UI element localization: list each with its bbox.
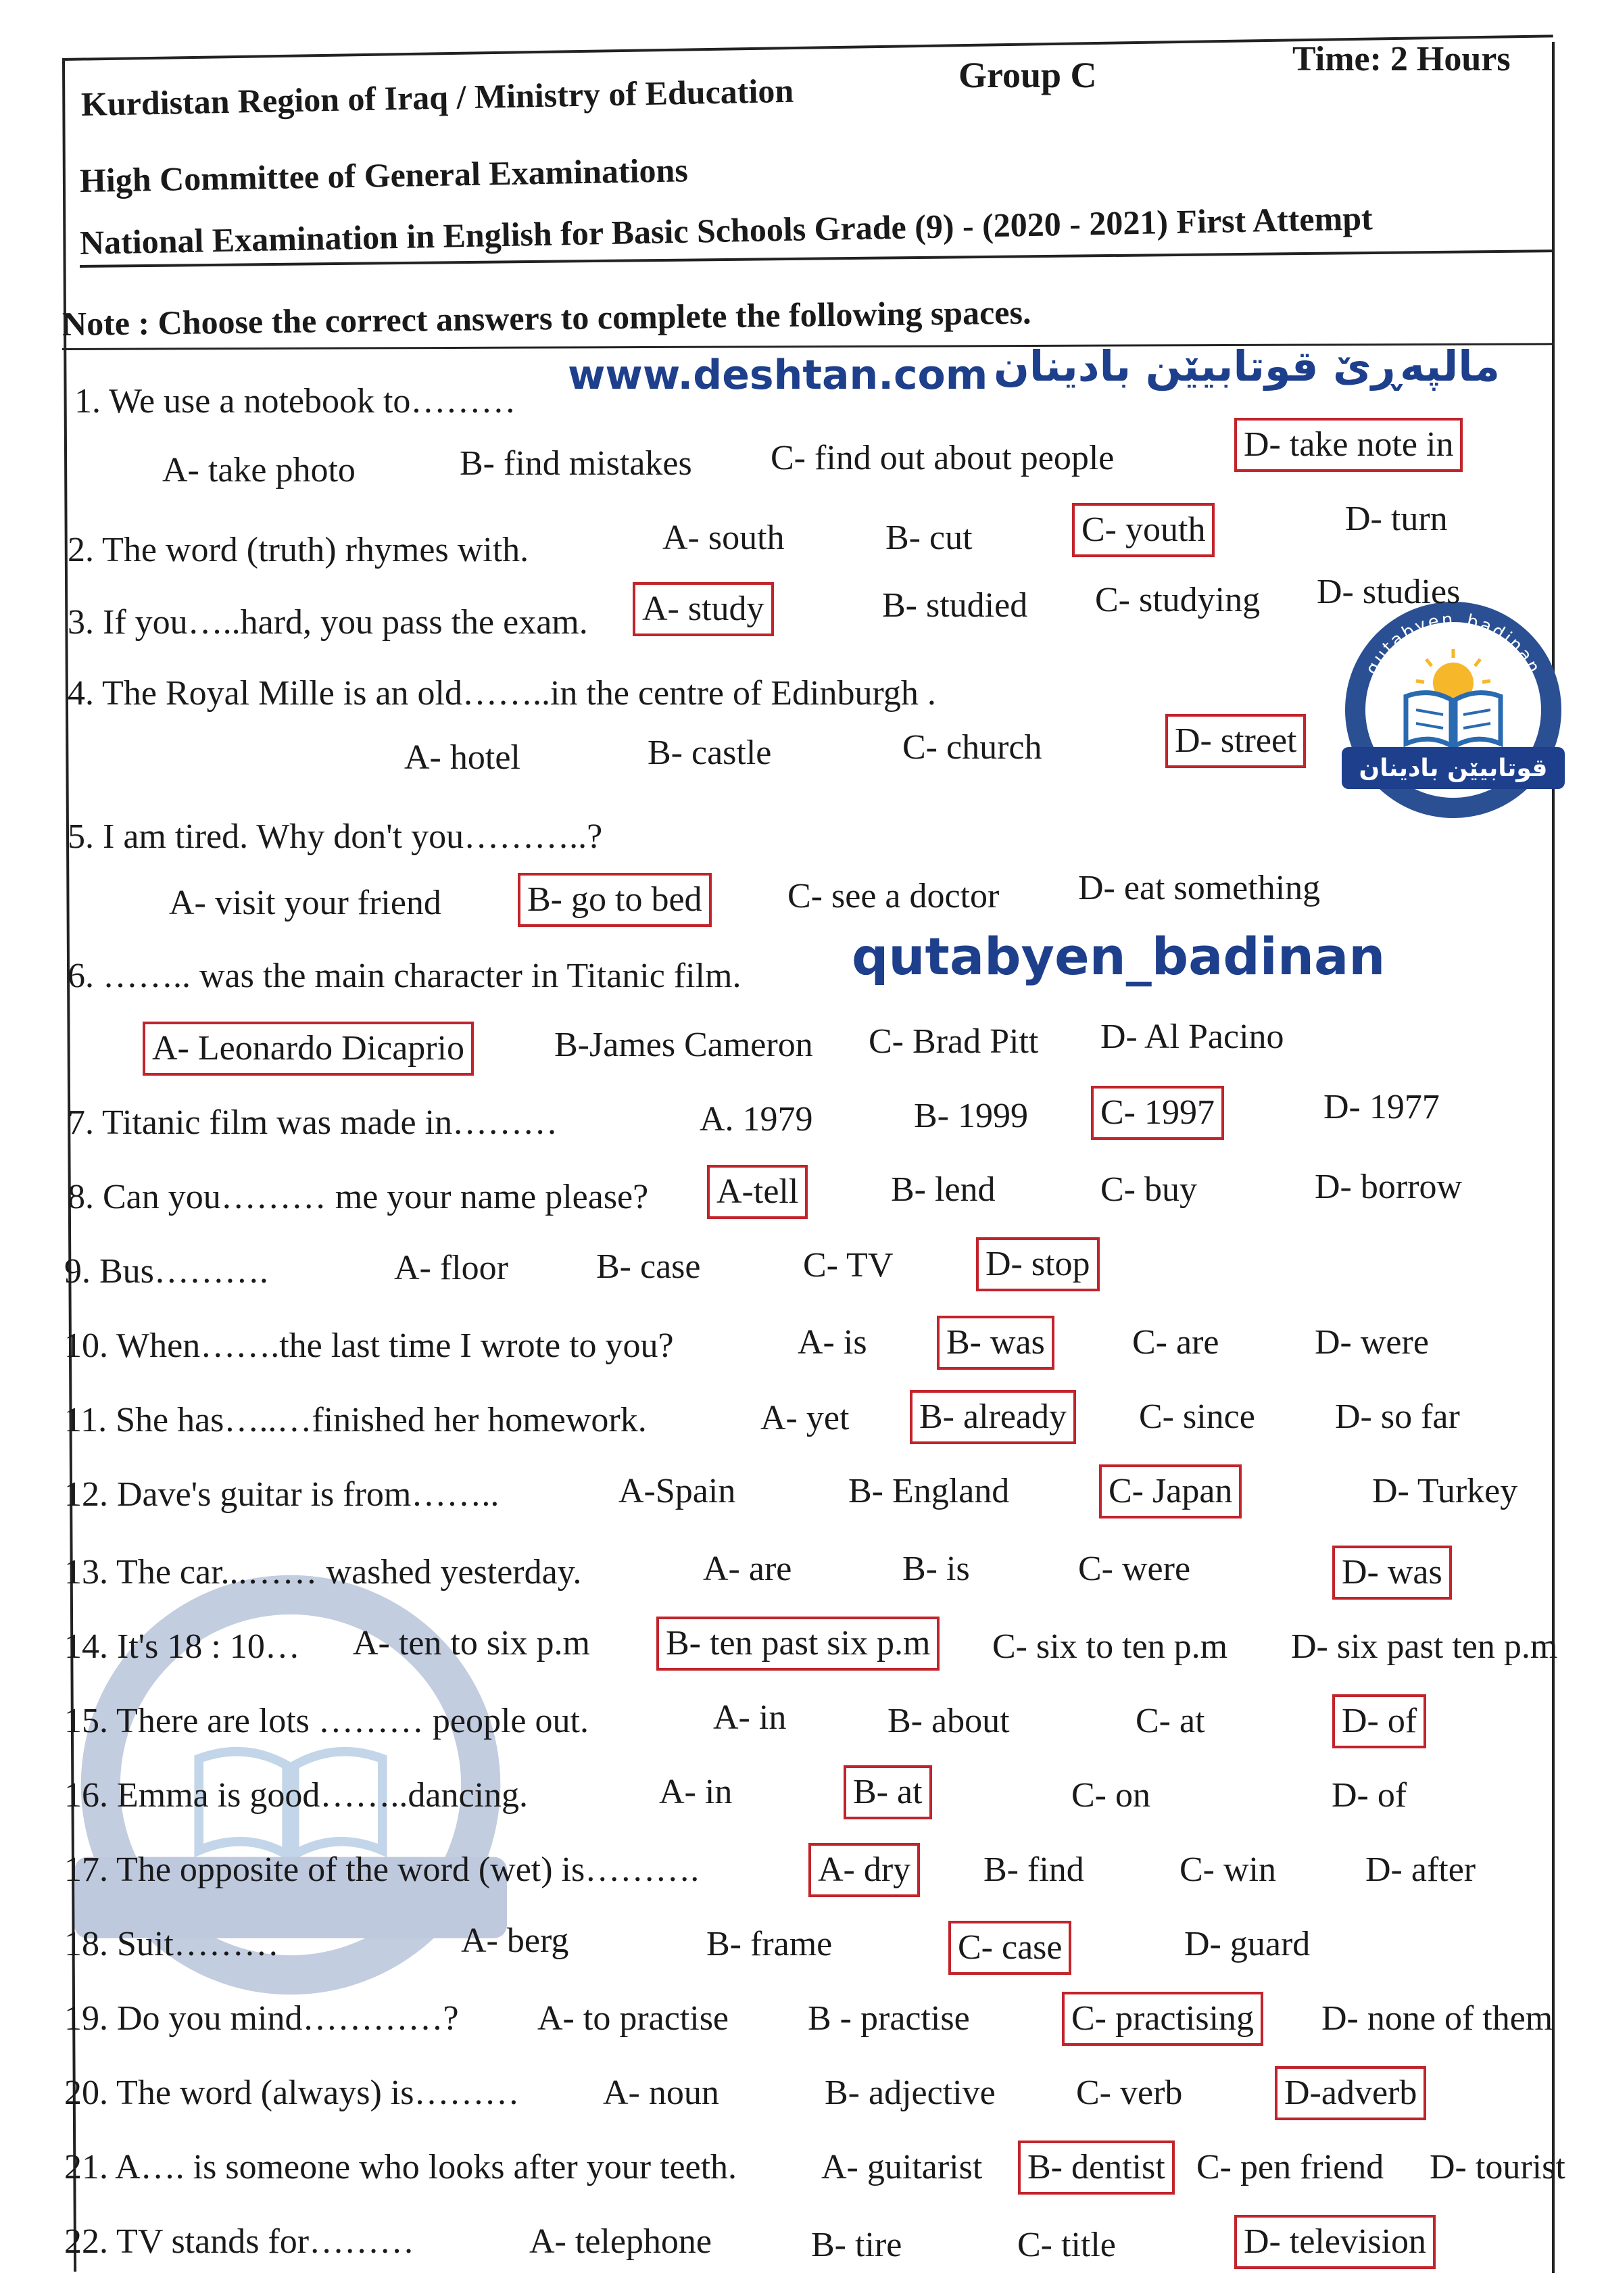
question-12-option-c-marked-answer: C- Japan xyxy=(1109,1472,1233,1510)
question-21-stem: 21. A…. is someone who looks after your teeth. xyxy=(64,2148,737,2186)
question-1-stem: 1. We use a notebook to……… xyxy=(74,382,516,421)
open-book-icon xyxy=(1406,693,1501,746)
question-6-option-d: D- Al Pacino xyxy=(1100,1018,1284,1056)
question-4-option-b: B- castle xyxy=(648,734,772,772)
question-11-stem: 11. She has…..…finished her homework. xyxy=(64,1401,647,1439)
question-9-stem: 9. Bus………. xyxy=(64,1252,268,1291)
question-2-stem: 2. The word (truth) rhymes with. xyxy=(68,531,529,569)
question-5-option-d: D- eat something xyxy=(1078,869,1321,907)
question-14-option-b-marked-answer: B- ten past six p.m xyxy=(666,1624,931,1663)
question-7-stem: 7. Titanic film was made in……… xyxy=(68,1103,558,1142)
question-2-option-c-marked-answer: C- youth xyxy=(1081,510,1206,549)
logo-ring-text: qutabyen_badinan xyxy=(1361,609,1545,679)
site-name-kurdish: مالپەڕێ قوتابیێن بادینان xyxy=(994,341,1500,391)
question-19-option-b: B - practise xyxy=(808,1999,970,2038)
question-11-option-b-marked-answer: B- already xyxy=(919,1397,1067,1436)
question-18-option-a: A- berg xyxy=(461,1921,569,1960)
question-9-option-d-marked-answer: D- stop xyxy=(986,1245,1090,1283)
question-16-option-c: C- on xyxy=(1071,1776,1150,1815)
question-5-option-b-marked-answer: B- go to bed xyxy=(527,880,702,919)
question-10-option-d: D- were xyxy=(1315,1323,1429,1362)
question-9-option-b: B- case xyxy=(596,1247,701,1286)
question-13-option-d-marked-answer: D- was xyxy=(1342,1553,1442,1592)
question-21-option-a: A- guitarist xyxy=(821,2148,983,2186)
question-14-stem: 14. It's 18 : 10… xyxy=(64,1627,300,1666)
question-15-option-a: A- in xyxy=(713,1698,787,1737)
question-16-option-a: A- in xyxy=(659,1773,733,1811)
question-6-stem: 6. …….. was the main character in Titanic film. xyxy=(68,957,741,995)
question-2-option-d: D- turn xyxy=(1345,500,1448,538)
logo-banner-text: قوتابیێن بادینان xyxy=(1359,755,1548,782)
question-10-option-b-marked-answer: B- was xyxy=(946,1323,1045,1362)
question-2-option-b: B- cut xyxy=(885,519,973,557)
instructions-note: Note : Choose the correct answers to complete the following spaces. xyxy=(62,293,1031,343)
question-14-option-a: A- ten to six p.m xyxy=(353,1624,590,1663)
question-14-option-d: D- six past ten p.m xyxy=(1291,1627,1558,1666)
question-14-option-c: C- six to ten p.m xyxy=(992,1627,1228,1666)
question-21-option-d: D- tourist xyxy=(1430,2148,1565,2186)
question-3-option-b: B- studied xyxy=(882,586,1028,625)
question-12-option-d: D- Turkey xyxy=(1372,1472,1518,1510)
question-17-option-b: B- find xyxy=(983,1850,1084,1889)
question-16-option-b-marked-answer: B- at xyxy=(853,1773,923,1811)
question-8-option-d: D- borrow xyxy=(1315,1168,1463,1206)
group-label: Group C xyxy=(958,55,1097,95)
question-3-option-c: C- studying xyxy=(1095,581,1261,619)
ministry-title: Kurdistan Region of Iraq / Ministry of Education xyxy=(80,71,794,123)
question-7-option-d: D- 1977 xyxy=(1323,1088,1440,1126)
question-19-option-d: D- none of them xyxy=(1321,1999,1553,2038)
question-5-option-c: C- see a doctor xyxy=(787,877,1000,915)
question-6-option-b: B-James Cameron xyxy=(554,1026,813,1064)
question-16-stem: 16. Emma is good……..dancing. xyxy=(64,1776,529,1815)
question-19-option-a: A- to practise xyxy=(537,1999,729,2038)
question-5-stem: 5. I am tired. Why don't you………..? xyxy=(68,817,603,856)
exam-title: National Examination in English for Basic Schools Grade (9) - (2020 - 2021) First Attempt xyxy=(79,199,1373,262)
question-2-option-a: A- south xyxy=(662,519,785,557)
social-handle: qutabyen_badinan xyxy=(852,926,1386,986)
question-20-option-c: C- verb xyxy=(1076,2074,1183,2112)
question-4-option-c: C- church xyxy=(902,728,1042,767)
question-13-option-b: B- is xyxy=(902,1550,970,1588)
question-8-stem: 8. Can you……… me your name please? xyxy=(68,1178,649,1216)
question-20-option-d-marked-answer: D-adverb xyxy=(1284,2074,1417,2112)
question-12-stem: 12. Dave's guitar is from…….. xyxy=(64,1475,500,1514)
question-20-stem: 20. The word (always) is……… xyxy=(64,2074,520,2112)
question-15-option-b: B- about xyxy=(887,1702,1010,1740)
question-4-stem: 4. The Royal Mille is an old……..in the centre of Edinburgh . xyxy=(68,674,936,713)
question-22-option-b: B- tire xyxy=(811,2226,902,2264)
question-19-option-c-marked-answer: C- practising xyxy=(1071,1999,1255,2038)
question-8-option-c: C- buy xyxy=(1100,1170,1197,1209)
question-17-stem: 17. The opposite of the word (wet) is………. xyxy=(64,1850,700,1889)
question-18-stem: 18. Suit……… xyxy=(64,1925,279,1963)
question-22-stem: 22. TV stands for……… xyxy=(64,2222,415,2261)
question-11-option-a: A- yet xyxy=(760,1399,850,1437)
question-1-option-b: B- find mistakes xyxy=(460,444,692,483)
question-19-stem: 19. Do you mind…………? xyxy=(64,1999,459,2038)
question-13-option-c: C- were xyxy=(1078,1550,1191,1588)
question-8-option-b: B- lend xyxy=(891,1170,996,1209)
question-3-stem: 3. If you…..hard, you pass the exam. xyxy=(68,603,588,642)
question-1-option-a: A- take photo xyxy=(162,451,356,489)
question-21-option-b-marked-answer: B- dentist xyxy=(1027,2148,1165,2186)
question-20-option-a: A- noun xyxy=(603,2074,719,2112)
qutabyen-badinan-logo xyxy=(1342,598,1565,821)
question-4-option-a: A- hotel xyxy=(404,738,520,777)
question-22-option-d-marked-answer: D- television xyxy=(1244,2222,1427,2261)
question-22-option-c: C- title xyxy=(1017,2226,1116,2264)
question-9-option-a: A- floor xyxy=(394,1249,508,1287)
question-16-option-d: D- of xyxy=(1332,1776,1407,1815)
question-8-option-a-marked-answer: A-tell xyxy=(716,1172,799,1211)
question-22-option-a: A- telephone xyxy=(529,2222,712,2261)
question-18-option-c-marked-answer: C- case xyxy=(958,1928,1063,1967)
question-17-option-a-marked-answer: A- dry xyxy=(818,1850,911,1889)
question-1-option-c: C- find out about people xyxy=(771,439,1115,477)
page-border-right xyxy=(1552,42,1555,2273)
question-13-stem: 13. The car...…… washed yesterday. xyxy=(64,1553,582,1592)
question-3-option-a-marked-answer: A- study xyxy=(642,590,764,628)
question-7-option-b: B- 1999 xyxy=(914,1097,1028,1135)
question-15-stem: 15. There are lots ……… people out. xyxy=(64,1702,589,1740)
question-12-option-a: A-Spain xyxy=(618,1472,736,1510)
question-5-option-a: A- visit your friend xyxy=(169,884,441,922)
question-10-option-a: A- is xyxy=(798,1323,867,1362)
question-6-option-a-marked-answer: A- Leonardo Dicaprio xyxy=(152,1029,465,1068)
question-7-option-c-marked-answer: C- 1997 xyxy=(1100,1093,1215,1132)
question-15-option-d-marked-answer: D- of xyxy=(1342,1702,1417,1740)
question-11-option-c: C- since xyxy=(1139,1397,1255,1436)
question-11-option-d: D- so far xyxy=(1335,1397,1460,1436)
question-17-option-c: C- win xyxy=(1179,1850,1276,1889)
question-17-option-d: D- after xyxy=(1365,1850,1476,1889)
question-18-option-b: B- frame xyxy=(706,1925,833,1963)
question-3-option-d: D- studies xyxy=(1317,573,1461,611)
committee-title: High Committee of General Examinations xyxy=(79,151,689,199)
question-7-option-a: A. 1979 xyxy=(700,1100,813,1139)
question-12-option-b: B- England xyxy=(848,1472,1010,1510)
question-10-option-c: C- are xyxy=(1132,1323,1219,1362)
website-watermark: www.deshtan.com xyxy=(568,352,988,399)
question-4-option-d-marked-answer: D- street xyxy=(1175,721,1297,760)
question-21-option-c: C- pen friend xyxy=(1196,2148,1384,2186)
question-1-option-d-marked-answer: D- take note in xyxy=(1244,425,1454,464)
question-6-option-c: C- Brad Pitt xyxy=(869,1022,1039,1061)
question-15-option-c: C- at xyxy=(1136,1702,1205,1740)
question-9-option-c: C- TV xyxy=(803,1246,894,1285)
question-20-option-b: B- adjective xyxy=(825,2074,996,2112)
question-18-option-d: D- guard xyxy=(1184,1925,1311,1963)
question-13-option-a: A- are xyxy=(703,1550,792,1588)
question-10-stem: 10. When…….the last time I wrote to you? xyxy=(64,1326,674,1365)
time-label: Time: 2 Hours xyxy=(1292,40,1511,78)
